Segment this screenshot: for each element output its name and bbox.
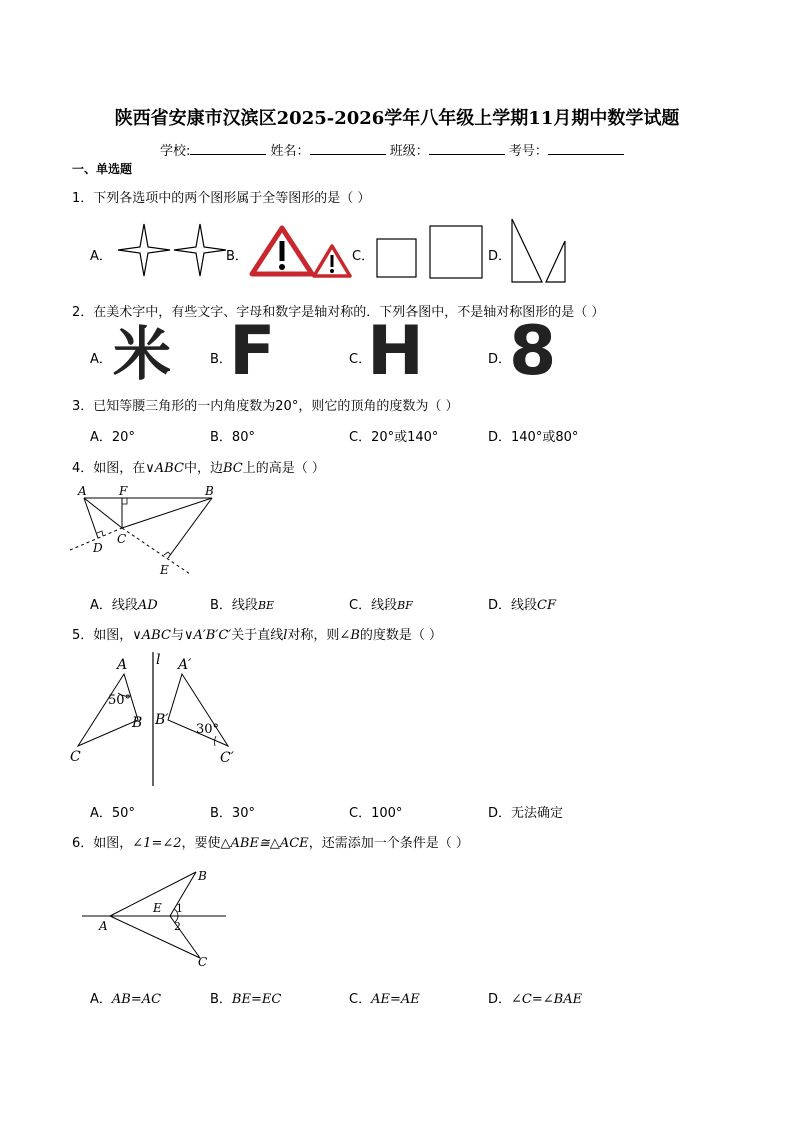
q6-option-d[interactable] bbox=[488, 988, 582, 1007]
option-value: ∠C=∠BAE bbox=[511, 992, 583, 1007]
option-label: C． bbox=[349, 598, 372, 613]
option-value: 50° bbox=[111, 806, 135, 821]
exam-no-label: 考号： bbox=[508, 144, 548, 159]
option-prefix: 线段 bbox=[371, 598, 398, 613]
option-value: CF bbox=[537, 598, 556, 613]
q6-text-post: ，还需添加一个条件是（ ） bbox=[308, 836, 469, 851]
question-3-text: 3．已知等腰三角形的一内角度数为20°，则它的顶角的度数为（ ） bbox=[72, 399, 459, 414]
option-label: B． bbox=[210, 992, 232, 1007]
q5-line: l bbox=[283, 628, 288, 643]
label-b-prime: B′ bbox=[155, 712, 169, 728]
q6-option-c[interactable] bbox=[349, 988, 420, 1007]
segment-be bbox=[168, 498, 212, 558]
q2-option-a-label[interactable]: A． bbox=[90, 352, 112, 367]
label-b: B bbox=[198, 869, 207, 883]
q2-option-c-label[interactable]: C． bbox=[349, 352, 372, 367]
option-prefix: 线段 bbox=[231, 598, 258, 613]
option-prefix: 线段 bbox=[111, 598, 138, 613]
label-f: F bbox=[119, 484, 128, 498]
q5-triangle-1: ∨ABC bbox=[132, 628, 171, 643]
q5-text-post: 的度数是（ ） bbox=[359, 628, 443, 643]
q1-option-a-label[interactable]: A． bbox=[90, 249, 112, 264]
option-label: D． bbox=[488, 806, 512, 821]
class-label: 班级： bbox=[389, 144, 429, 159]
option-value: BE=EC bbox=[231, 992, 282, 1007]
option-value: 100° bbox=[371, 806, 403, 821]
option-value: 140°或80° bbox=[511, 430, 579, 445]
option-label: A． bbox=[90, 598, 112, 613]
section-title: 一、单选题 bbox=[72, 162, 133, 176]
option-value: BF bbox=[397, 599, 413, 612]
right-angle-mark-f bbox=[122, 498, 127, 504]
q3-option-b[interactable] bbox=[210, 426, 255, 445]
q6-text-mid: ，要使 bbox=[181, 836, 221, 851]
question-4-text bbox=[72, 457, 325, 476]
name-label: 姓名： bbox=[270, 144, 310, 159]
q4-option-a[interactable] bbox=[90, 594, 158, 613]
label-b: B bbox=[132, 715, 143, 731]
school-label: 学校: bbox=[160, 144, 191, 159]
option-label: C． bbox=[349, 992, 372, 1007]
label-c-prime: C′ bbox=[220, 750, 234, 766]
tall-right-triangle-icon bbox=[512, 219, 542, 282]
label-l: l bbox=[156, 652, 161, 668]
four-point-star-icon bbox=[174, 224, 226, 276]
label-c: C bbox=[198, 955, 208, 969]
option-value: 20°或140° bbox=[371, 430, 439, 445]
small-square-icon bbox=[377, 239, 416, 277]
q5-text-mid3: 对称，则 bbox=[287, 628, 340, 643]
option-value: AB=AC bbox=[111, 992, 162, 1007]
extension-ce bbox=[122, 528, 190, 574]
four-point-star-icon bbox=[118, 224, 170, 276]
q4-option-b[interactable] bbox=[210, 594, 274, 613]
exclamation-icon bbox=[280, 241, 285, 261]
segment-cb bbox=[122, 498, 212, 528]
q5-text-mid: 与 bbox=[170, 628, 184, 643]
question-1-text: 1．下列各选项中的两个图形属于全等图形的是（ ） bbox=[72, 191, 371, 206]
option-value: 80° bbox=[231, 430, 255, 445]
option-label: C． bbox=[349, 806, 372, 821]
q1-option-a-figure bbox=[114, 222, 230, 278]
option-value: AE=AE bbox=[371, 992, 420, 1007]
q1-option-b-label[interactable]: B． bbox=[226, 249, 248, 264]
exclamation-dot-icon bbox=[330, 269, 334, 273]
q2-option-b-label[interactable]: B． bbox=[210, 352, 232, 367]
label-c: C bbox=[117, 532, 127, 546]
q5-angle: ∠B bbox=[339, 628, 360, 643]
q4-figure bbox=[64, 482, 214, 582]
q5-triangle-2: ∨A′B′C′ bbox=[183, 628, 232, 643]
label-a-prime: A′ bbox=[178, 657, 192, 673]
exclamation-icon bbox=[331, 255, 334, 267]
q5-option-a[interactable] bbox=[90, 802, 135, 821]
option-label: B． bbox=[210, 806, 232, 821]
angle-label-50: 50° bbox=[108, 693, 132, 708]
exam-no-blank[interactable] bbox=[548, 142, 624, 155]
class-blank[interactable] bbox=[429, 142, 505, 155]
q3-option-a[interactable] bbox=[90, 426, 135, 445]
q2-glyph-h: H bbox=[367, 312, 424, 391]
label-a: A bbox=[99, 919, 108, 933]
question-6-text bbox=[72, 832, 469, 851]
option-label: A． bbox=[90, 430, 112, 445]
question-2-text: 2．在美术字中，有些文字、字母和数字是轴对称的．下列各图中，不是轴对称图形的是（ ） bbox=[72, 305, 605, 320]
q4-text-mid: 中，边 bbox=[183, 461, 223, 476]
name-blank[interactable] bbox=[310, 142, 386, 155]
label-angle-1: 1 bbox=[176, 902, 183, 915]
exclamation-dot-icon bbox=[279, 264, 285, 270]
q5-text-pre: 5．如图， bbox=[72, 628, 133, 643]
label-d: D bbox=[93, 541, 103, 555]
q2-option-d-label[interactable]: D． bbox=[488, 352, 512, 367]
option-label: B． bbox=[210, 430, 232, 445]
q4-triangle: ∨ABC bbox=[145, 461, 184, 476]
question-5-text bbox=[72, 624, 442, 643]
q2-glyph-f: F bbox=[229, 312, 276, 391]
q1-option-d-label[interactable]: D． bbox=[488, 249, 512, 264]
option-label: D． bbox=[488, 992, 512, 1007]
option-label: B． bbox=[210, 598, 232, 613]
q1-option-c-figure bbox=[374, 224, 486, 280]
q5-option-d[interactable] bbox=[488, 802, 563, 821]
option-value: BE bbox=[257, 599, 275, 612]
option-value: 无法确定 bbox=[511, 806, 564, 821]
label-c: C bbox=[70, 749, 81, 765]
label-angle-2: 2 bbox=[174, 920, 181, 933]
segment-ac bbox=[110, 916, 200, 958]
option-value: AD bbox=[137, 598, 158, 613]
q5-figure bbox=[66, 650, 246, 790]
label-a: A bbox=[117, 657, 128, 673]
option-value: 20° bbox=[111, 430, 135, 445]
option-label: D． bbox=[488, 430, 512, 445]
q6-option-b[interactable] bbox=[210, 988, 281, 1007]
label-b: B bbox=[205, 484, 214, 498]
q5-text-mid2: 关于直线 bbox=[231, 628, 284, 643]
label-e: E bbox=[153, 901, 162, 915]
q4-option-d[interactable] bbox=[488, 594, 556, 613]
q4-option-c[interactable] bbox=[349, 594, 413, 613]
large-square-icon bbox=[430, 226, 482, 278]
q3-option-d[interactable] bbox=[488, 426, 578, 445]
q4-text-post: 上的高是（ ） bbox=[242, 461, 325, 476]
q6-congruence: △ABE≅△ACE bbox=[220, 836, 309, 851]
q2-glyph-8: 8 bbox=[509, 312, 557, 391]
q4-side: BC bbox=[222, 461, 243, 476]
option-prefix: 线段 bbox=[511, 598, 538, 613]
student-info-line bbox=[160, 140, 624, 159]
option-label: A． bbox=[90, 806, 112, 821]
q4-text-pre: 4．如图，在 bbox=[72, 461, 146, 476]
option-label: C． bbox=[349, 430, 372, 445]
page-title: 陕西省安康市汉滨区2025-2026学年八年级上学期11月期中数学试题 bbox=[114, 108, 680, 129]
q6-figure bbox=[78, 864, 238, 972]
option-value: 30° bbox=[231, 806, 255, 821]
q6-option-a[interactable] bbox=[90, 988, 161, 1007]
label-a: A bbox=[78, 484, 87, 498]
option-label: A． bbox=[90, 992, 112, 1007]
right-angle-mark-d bbox=[97, 531, 103, 536]
q5-option-b[interactable] bbox=[210, 802, 255, 821]
school-blank[interactable] bbox=[190, 142, 266, 155]
q1-option-c-label[interactable]: C． bbox=[352, 249, 375, 264]
q6-condition: ∠1=∠2 bbox=[132, 836, 182, 851]
q1-option-b-figure bbox=[250, 224, 354, 280]
option-label: D． bbox=[488, 598, 512, 613]
triangle-abc bbox=[78, 674, 138, 746]
q5-option-c[interactable] bbox=[349, 802, 402, 821]
small-right-triangle-icon bbox=[546, 241, 565, 282]
angle-label-30: 30° bbox=[196, 722, 220, 737]
q6-text-pre: 6．如图， bbox=[72, 836, 133, 851]
q2-glyph-mi: 米 bbox=[113, 320, 172, 388]
label-e: E bbox=[160, 563, 169, 577]
q3-option-c[interactable] bbox=[349, 426, 438, 445]
q1-option-d-figure bbox=[508, 216, 572, 286]
